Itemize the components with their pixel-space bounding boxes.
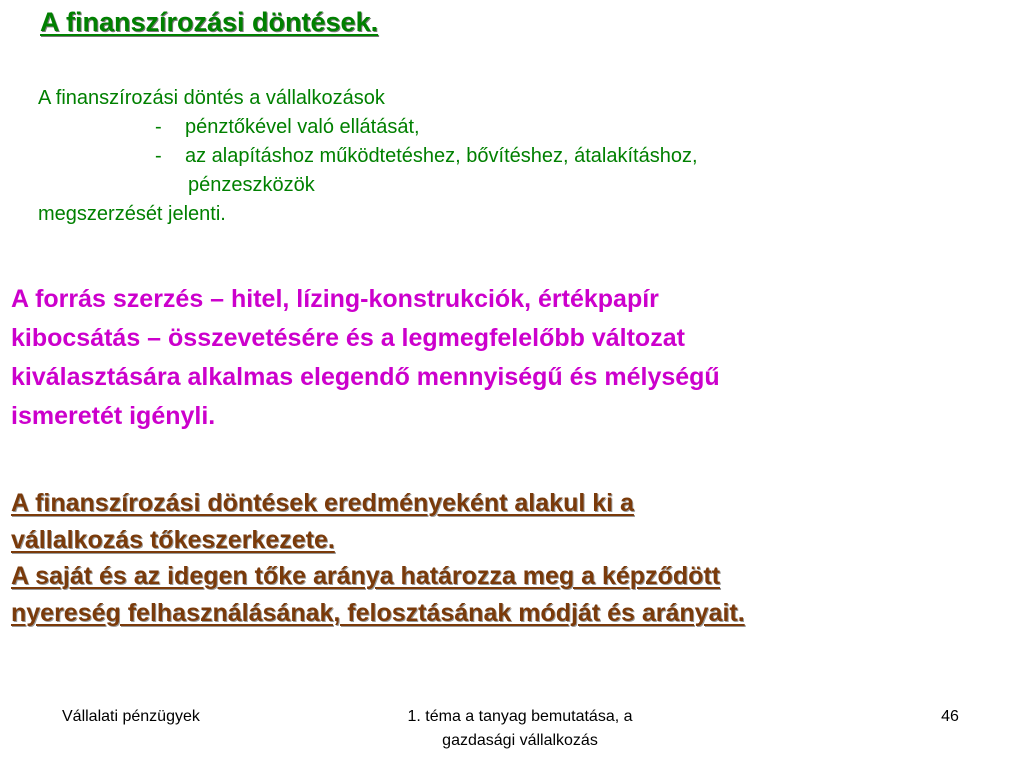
paragraph-line-text: A saját és az idegen tőke aránya határozza meg a képződött xyxy=(11,562,721,590)
definition-item-2 xyxy=(38,142,698,171)
paragraph-line-text: vállalkozás tőkeszerkezete. xyxy=(11,525,335,554)
definition-item-2-text: az alapításhoz működtetéshez, bővítéshez, átalakításhoz, xyxy=(185,145,698,167)
paragraph-line xyxy=(11,595,1016,632)
definition-item-1 xyxy=(38,113,698,142)
bullet-dash: - xyxy=(155,145,162,167)
paragraph-line-text: A finanszírozási döntések eredményeként alakul ki a xyxy=(11,489,634,517)
footer-course-name: Vállalati pénzügyek xyxy=(62,708,200,725)
paragraph-line: A forrás szerzés – hitel, lízing-konstrukciók, értékpapír xyxy=(11,285,659,313)
paragraph-line xyxy=(11,558,1016,595)
paragraph-line: kiválasztására alkalmas elegendő mennyiségű és mélységű xyxy=(11,363,720,391)
page-number: 46 xyxy=(941,708,959,725)
definition-item-1-text: pénztőkével való ellátását, xyxy=(185,116,420,138)
financing-decision-definition xyxy=(38,84,698,229)
paragraph-line xyxy=(11,522,1016,559)
source-acquisition-paragraph xyxy=(11,280,1011,436)
definition-intro: A finanszírozási döntés a vállalkozások xyxy=(38,87,385,109)
footer-topic-line-2: gazdasági vállalkozás xyxy=(442,732,598,749)
paragraph-line: ismeretét igényli. xyxy=(11,402,216,430)
paragraph-line xyxy=(11,485,1016,522)
slide-title: A finanszírozási döntések. xyxy=(40,7,379,37)
definition-item-2-continuation: pénzeszközök xyxy=(188,174,315,196)
bullet-dash: - xyxy=(155,116,162,138)
paragraph-line: kibocsátás – összevetésére és a legmegfelelőbb változat xyxy=(11,324,685,352)
capital-structure-paragraph xyxy=(11,485,1016,631)
footer-topic-line-1: 1. téma a tanyag bemutatása, a xyxy=(407,708,633,725)
footer-topic xyxy=(355,705,685,753)
definition-conclusion: megszerzését jelenti. xyxy=(38,203,226,225)
paragraph-line-text: nyereség felhasználásának, felosztásának módját és arányait. xyxy=(11,598,745,627)
